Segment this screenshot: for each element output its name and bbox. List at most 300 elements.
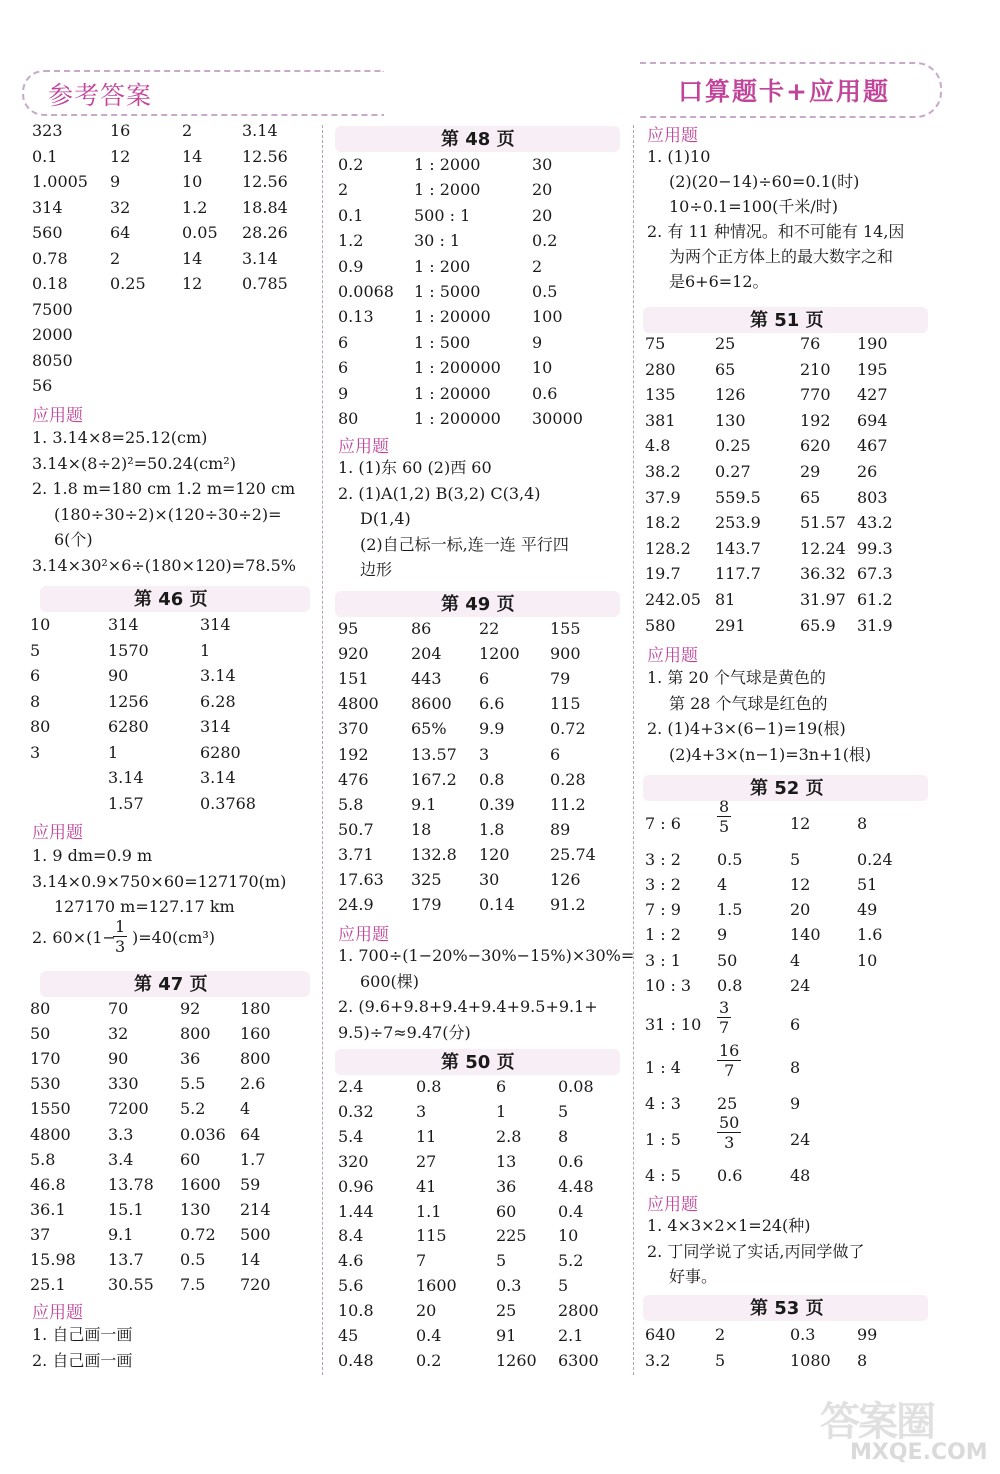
answer-line: 为两个正方体上的最大数字之和 <box>669 247 894 266</box>
watermark-url: MXQE.COM <box>850 1440 988 1465</box>
answer-cell: 64 <box>240 1124 261 1144</box>
answer-cell: 6280 <box>108 717 149 736</box>
answer-cell: 0.4 <box>416 1326 442 1345</box>
answer-cell: 0.28 <box>550 769 586 789</box>
answer-cell: 6.28 <box>200 691 236 711</box>
answer-cell: 65.9 <box>800 615 836 635</box>
answer-cell: 6 <box>479 669 490 689</box>
answer-cell: 5 <box>30 640 41 660</box>
answer-cell: 5.6 <box>338 1276 364 1296</box>
answer-cell: 132.8 <box>411 844 457 864</box>
answer-row <box>30 714 330 739</box>
answer-cell: 13.78 <box>108 1174 154 1194</box>
answer-cell: 3 <box>416 1101 427 1121</box>
answer-line: 2. 1.8 m=180 cm 1.2 m=120 cm <box>32 479 296 498</box>
answer-row <box>338 716 638 741</box>
answer-row <box>645 510 945 535</box>
answer-cell: 190 <box>857 334 888 353</box>
answer-cell: 1.44 <box>338 1201 374 1221</box>
answer-cell: 225 <box>496 1226 527 1246</box>
answer-cell: 25.74 <box>550 844 596 864</box>
answer-row <box>338 152 638 177</box>
answer-line: 600(棵) <box>360 971 420 991</box>
answer-row <box>338 666 638 691</box>
answer-cell: 1 : 2000 <box>414 180 481 200</box>
answer-row <box>645 1091 945 1116</box>
answer-row <box>338 616 638 641</box>
answer-cell: 0.6 <box>532 383 558 403</box>
answer-cell: 0.3 <box>790 1325 816 1344</box>
answer-cell: 4 <box>790 951 801 970</box>
answer-cell: 14 <box>182 146 203 166</box>
answer-line: 2. (1)A(1,2) B(3,2) C(3,4) <box>338 483 541 503</box>
answer-cell: 17.63 <box>338 870 384 889</box>
page-heading: 第 48 页 <box>441 129 515 150</box>
answer-row <box>32 220 332 245</box>
answer-cell: 56 <box>32 376 53 395</box>
answer-cell: 8 <box>558 1126 569 1146</box>
answer-row <box>645 897 945 922</box>
answer-row <box>338 742 638 767</box>
section-label-yingyongti: 应用题 <box>32 823 83 843</box>
answer-cell: 18.2 <box>645 513 681 533</box>
answer-cell: 1.7 <box>240 1149 266 1169</box>
answer-row <box>30 638 330 663</box>
answer-cell: 70 <box>108 999 129 1018</box>
answer-row <box>338 330 638 355</box>
answer-cell: 3 <box>30 742 41 762</box>
answer-row <box>30 1247 330 1272</box>
answer-row <box>338 792 638 817</box>
answer-cell: 7 : 6 <box>645 814 681 833</box>
answer-cell: 81 <box>715 590 736 609</box>
answer-row <box>645 1322 945 1347</box>
answer-cell: 15.98 <box>30 1250 76 1269</box>
page-heading: 第 49 页 <box>441 594 515 615</box>
answer-line: 好事。 <box>669 1267 718 1286</box>
answer-cell: 90 <box>108 666 129 685</box>
answer-row <box>338 406 638 431</box>
answer-cell: 2 <box>182 121 193 140</box>
answer-cell: 314 <box>200 615 231 634</box>
answer-cell: 242.05 <box>645 590 701 609</box>
answer-line: 2. 丁同学说了实话,丙同学做了 <box>647 1241 865 1261</box>
answer-cell: 100 <box>532 307 563 327</box>
answer-cell: 90 <box>108 1049 129 1069</box>
answer-cell: 1600 <box>416 1276 457 1296</box>
answer-cell: 91.2 <box>550 895 586 915</box>
answer-row <box>645 1113 945 1152</box>
answer-cell: 5 <box>496 1251 507 1271</box>
answer-line: 是6+6=12。 <box>669 272 769 291</box>
answer-line: 1. 第 20 个气球是黄色的 <box>647 668 826 687</box>
answer-row <box>32 373 332 398</box>
answer-cell: 6 <box>496 1077 507 1096</box>
answer-cell: 130 <box>180 1199 211 1219</box>
answer-cell: 5.8 <box>30 1149 56 1169</box>
answer-cell: 46.8 <box>30 1174 66 1194</box>
answer-cell: 12.56 <box>242 146 288 166</box>
answer-cell: 3.71 <box>338 844 374 864</box>
answer-cell: 4 <box>717 875 728 894</box>
answer-row <box>30 1147 330 1172</box>
answer-row <box>645 613 945 638</box>
answer-cell: 45 <box>338 1326 359 1345</box>
answer-cell: 65% <box>411 719 447 739</box>
answer-cell: 694 <box>857 410 888 430</box>
section-label-yingyongti: 应用题 <box>338 437 389 457</box>
answer-row <box>645 948 945 973</box>
answer-cell: 1.8 <box>479 819 505 839</box>
answer-cell: 0.8 <box>416 1077 442 1096</box>
answer-cell: 803 <box>857 487 888 507</box>
answer-cell: 14 <box>182 248 203 268</box>
answer-cell: 323 <box>32 121 63 140</box>
answer-row <box>645 973 945 998</box>
answer-row <box>30 1122 330 1147</box>
answer-cell: 18.84 <box>242 197 288 217</box>
answer-cell: 143.7 <box>715 538 761 558</box>
answer-cell: 20 <box>532 205 553 225</box>
answer-cell: 92 <box>180 999 201 1018</box>
answer-cell: 443 <box>411 669 442 689</box>
answer-cell: 16 <box>110 121 131 140</box>
answer-cell: 37.9 <box>645 487 681 507</box>
answer-cell: 210 <box>800 359 831 379</box>
answer-cell: $\frac{50}{3}$ <box>719 1113 740 1152</box>
answer-row <box>32 271 332 296</box>
answer-row <box>645 485 945 510</box>
answer-row <box>30 765 330 790</box>
answer-cell: 8050 <box>32 350 73 370</box>
answer-row <box>32 348 332 373</box>
answer-line: 127170 m=127.17 km <box>54 897 235 916</box>
answer-row <box>338 1099 638 1124</box>
answer-cell: 427 <box>857 385 888 405</box>
answer-cell: 20 <box>790 900 811 919</box>
answer-cell: 2 <box>110 248 121 268</box>
answer-row <box>30 1046 330 1071</box>
answer-cell: 27 <box>416 1151 437 1171</box>
answer-cell: 120 <box>479 844 510 864</box>
answer-cell: 0.1 <box>32 146 58 166</box>
answer-cell: 0.72 <box>180 1224 216 1244</box>
answer-line: (2)自己标一标,连一连 平行四 <box>360 534 569 554</box>
answer-cell: 253.9 <box>715 513 761 533</box>
answer-cell: 4800 <box>338 694 379 714</box>
answer-cell: 0.3 <box>496 1276 522 1296</box>
answer-cell: 30.55 <box>108 1275 154 1295</box>
page-heading: 第 46 页 <box>134 589 208 610</box>
answer-cell: 3.14 <box>242 248 278 268</box>
answer-cell: 10 <box>30 615 51 634</box>
answer-cell: 28.26 <box>242 223 288 242</box>
answer-cell: 1 : 2 <box>645 925 681 944</box>
answer-cell: 8 <box>857 814 868 833</box>
answer-cell: 179 <box>411 895 442 915</box>
answer-row <box>338 279 638 304</box>
answer-cell: 381 <box>645 410 676 430</box>
answer-cell: 151 <box>338 669 369 689</box>
answer-row <box>338 1298 638 1323</box>
answer-cell: 50.7 <box>338 819 374 839</box>
answer-cell: 135 <box>645 385 676 405</box>
answer-row <box>338 304 638 329</box>
answer-cell: 80 <box>338 409 359 428</box>
answer-cell: 14 <box>240 1250 261 1269</box>
answer-cell: 2 <box>338 180 349 200</box>
answer-cell: 50 <box>717 951 738 970</box>
answer-cell: 7500 <box>32 299 73 319</box>
answer-cell: 7 : 9 <box>645 900 681 919</box>
answer-row <box>30 689 330 714</box>
answer-cell: 2.1 <box>558 1326 584 1345</box>
answer-cell: 620 <box>800 436 831 456</box>
answer-cell: 4.6 <box>338 1251 364 1271</box>
answer-cell: 195 <box>857 359 888 379</box>
answer-cell: 160 <box>240 1024 271 1044</box>
answer-cell: 1.57 <box>108 793 144 813</box>
book-title: 口算题卡+应用题 <box>678 77 890 106</box>
answer-row <box>338 203 638 228</box>
answer-cell: 9 <box>790 1094 801 1113</box>
answer-cell: 8600 <box>411 694 452 714</box>
answer-cell: 0.48 <box>338 1350 374 1370</box>
answer-cell: 1 <box>200 640 211 660</box>
answer-cell: 1 : 200 <box>414 256 471 276</box>
answer-cell: 5.2 <box>180 1099 206 1119</box>
answer-cell: 1260 <box>496 1350 537 1370</box>
answer-cell: 0.32 <box>338 1101 374 1121</box>
answer-cell: 3.4 <box>108 1149 134 1169</box>
answer-cell: 314 <box>108 615 139 634</box>
answer-row <box>338 691 638 716</box>
answer-cell: 4.8 <box>645 436 671 456</box>
answer-row <box>32 118 332 143</box>
answer-cell: 10 : 3 <box>645 976 692 995</box>
answer-line: 2. (9.6+9.8+9.4+9.4+9.5+9.1+ <box>338 997 598 1016</box>
section-label-yingyongti: 应用题 <box>647 646 698 666</box>
answer-key-title: 参考答案 <box>48 81 153 110</box>
answer-cell: 9 <box>717 925 728 944</box>
answer-cell: 0.78 <box>32 248 68 268</box>
answer-cell: 1600 <box>180 1174 221 1194</box>
answer-cell: 2000 <box>32 325 73 344</box>
answer-cell: 3 : 2 <box>645 875 681 894</box>
answer-cell: 640 <box>645 1325 676 1344</box>
answer-cell: 1 <box>496 1101 507 1121</box>
answer-cell: 0.13 <box>338 307 374 327</box>
answer-row <box>645 459 945 484</box>
answer-cell: 15.1 <box>108 1199 144 1219</box>
answer-row <box>338 1149 638 1174</box>
answer-cell: 50 <box>30 1024 51 1044</box>
answer-cell: 6 <box>338 332 349 352</box>
answer-line: 1. (1)10 <box>647 147 711 166</box>
answer-cell: 61.2 <box>857 590 893 609</box>
answer-cell: 1550 <box>30 1099 71 1119</box>
answer-cell: 60 <box>496 1201 517 1221</box>
answer-cell: 20 <box>532 180 553 200</box>
answer-row <box>30 1197 330 1222</box>
answer-cell: 30 <box>479 870 500 889</box>
answer-row <box>645 1041 945 1080</box>
answer-cell: 920 <box>338 644 369 664</box>
answer-cell: 0.2 <box>338 155 364 174</box>
answer-cell: 6280 <box>200 742 241 762</box>
answer-cell: 9 <box>110 172 121 191</box>
answer-cell: 126 <box>550 870 581 889</box>
answer-cell: 6.6 <box>479 694 505 714</box>
answer-cell: 0.14 <box>479 895 515 915</box>
answer-cell: 7.5 <box>180 1275 206 1295</box>
answer-cell: 25 <box>717 1094 738 1113</box>
answer-cell: 467 <box>857 436 888 456</box>
answer-cell: 9.1 <box>411 794 437 814</box>
answer-cell: 580 <box>645 615 676 635</box>
answer-row <box>645 382 945 407</box>
answer-row <box>338 1273 638 1298</box>
answer-cell: 0.036 <box>180 1124 226 1144</box>
answer-cell: 5.8 <box>338 794 364 814</box>
answer-row <box>338 177 638 202</box>
answer-cell: 3 <box>479 744 490 764</box>
answer-cell: 7200 <box>108 1099 149 1119</box>
answer-row <box>338 1348 638 1373</box>
answer-cell: 314 <box>200 717 231 736</box>
answer-cell: 2.6 <box>240 1074 266 1094</box>
answer-cell: 32 <box>110 197 131 217</box>
answer-line: 9.5)÷7≈9.47(分) <box>338 1022 471 1042</box>
answer-cell: 1 <box>108 742 119 762</box>
answer-line: 3.14×30²×6÷(180×120)=78.5% <box>32 555 296 575</box>
answer-cell: 51.57 <box>800 513 846 533</box>
answer-cell: 25 <box>496 1301 517 1321</box>
answer-cell: 3 : 1 <box>645 951 681 970</box>
answer-cell: 25 <box>715 334 736 353</box>
answer-row <box>30 1222 330 1247</box>
answer-cell: 99 <box>857 1325 878 1344</box>
answer-row <box>338 355 638 380</box>
answer-row <box>338 817 638 842</box>
answer-cell: 2 <box>532 256 543 276</box>
answer-cell: 900 <box>550 644 581 664</box>
answer-cell: 4 <box>240 1099 251 1119</box>
answer-cell: 167.2 <box>411 769 457 789</box>
answer-cell: 5 <box>715 1350 726 1370</box>
answer-cell: 30000 <box>532 409 583 428</box>
answer-cell: 720 <box>240 1275 271 1295</box>
answer-row <box>645 872 945 897</box>
answer-row <box>338 381 638 406</box>
answer-cell: 1 : 200000 <box>414 409 501 428</box>
answer-cell: 320 <box>338 1151 369 1171</box>
answer-cell: 4 : 5 <box>645 1166 681 1185</box>
answer-row <box>338 641 638 666</box>
answer-cell: 1256 <box>108 691 149 711</box>
answer-cell: 770 <box>800 385 831 405</box>
answer-cell: 3.3 <box>108 1124 134 1144</box>
answer-cell: 36.32 <box>800 564 846 584</box>
answer-cell: 476 <box>338 769 369 789</box>
answer-cell: 30 <box>532 155 553 174</box>
answer-cell: 500 : 1 <box>414 205 471 225</box>
answer-cell: 0.5 <box>532 282 558 301</box>
answer-row <box>338 892 638 917</box>
answer-cell: 0.2 <box>416 1350 442 1370</box>
answer-cell: 4800 <box>30 1124 71 1144</box>
answer-cell: 64 <box>110 223 131 242</box>
answer-line: 边形 <box>360 560 393 579</box>
answer-cell: 170 <box>30 1049 61 1069</box>
answer-cell: 0.9 <box>338 256 364 276</box>
answer-cell: 1.0005 <box>32 172 88 191</box>
answer-cell: 65 <box>800 487 821 507</box>
answer-cell: $\frac{8}{5}$ <box>719 797 730 836</box>
answer-cell: 99.3 <box>857 538 893 558</box>
answer-cell: 0.8 <box>717 976 743 995</box>
answer-cell: 2800 <box>558 1301 599 1321</box>
answer-line: 2. 有 11 种情况。和不可能有 14,因 <box>647 222 905 241</box>
answer-cell: 370 <box>338 719 369 739</box>
answer-row <box>338 767 638 792</box>
answer-cell: 130 <box>715 410 746 430</box>
answer-row <box>338 254 638 279</box>
answer-cell: 0.72 <box>550 719 586 739</box>
answer-cell: 4 : 3 <box>645 1094 681 1113</box>
answer-row <box>645 797 945 836</box>
answer-line: 3.14×0.9×750×60=127170(m) <box>32 871 287 891</box>
answer-cell: 0.3768 <box>200 793 256 813</box>
answer-row <box>338 1199 638 1224</box>
answer-cell: 9.9 <box>479 719 505 739</box>
answer-row <box>30 612 330 637</box>
answer-cell: 36 <box>180 1049 201 1069</box>
answer-line: 1. (1)东 60 (2)西 60 <box>338 458 492 477</box>
answer-row <box>30 1096 330 1121</box>
section-label-yingyongti: 应用题 <box>32 1303 83 1323</box>
answer-cell: 91 <box>496 1326 517 1345</box>
answer-row <box>645 357 945 382</box>
answer-cell: 25.1 <box>30 1275 66 1295</box>
answer-cell: 117.7 <box>715 564 761 584</box>
answer-cell: 0.96 <box>338 1176 374 1196</box>
answer-cell: 140 <box>790 925 821 944</box>
answer-line: 1. 9 dm=0.9 m <box>32 846 153 865</box>
answer-cell: 5 <box>558 1101 569 1121</box>
answer-cell: 1 : 4 <box>645 1058 681 1077</box>
answer-cell: 43.2 <box>857 513 893 533</box>
answer-cell: 325 <box>411 870 442 889</box>
answer-cell: 12.24 <box>800 538 846 558</box>
answer-cell: 0.24 <box>857 850 893 869</box>
answer-cell: 8 <box>30 691 41 711</box>
answer-line: D(1,4) <box>360 509 411 528</box>
answer-cell: 80 <box>30 999 51 1018</box>
answer-cell: 3 : 2 <box>645 850 681 869</box>
answer-cell: 10 <box>532 358 553 378</box>
answer-cell: 126 <box>715 385 746 405</box>
answer-cell: 36 <box>496 1176 517 1196</box>
answer-cell: 6300 <box>558 1350 599 1370</box>
answer-cell: 7 <box>416 1251 427 1271</box>
answer-cell: 6 <box>550 744 561 764</box>
answer-cell: 65 <box>715 359 736 379</box>
answer-cell: 30 : 1 <box>414 231 461 251</box>
watermark-logo: 答案圈 <box>820 1399 934 1445</box>
answer-cell: 280 <box>645 359 676 379</box>
page-heading: 第 47 页 <box>134 974 208 995</box>
